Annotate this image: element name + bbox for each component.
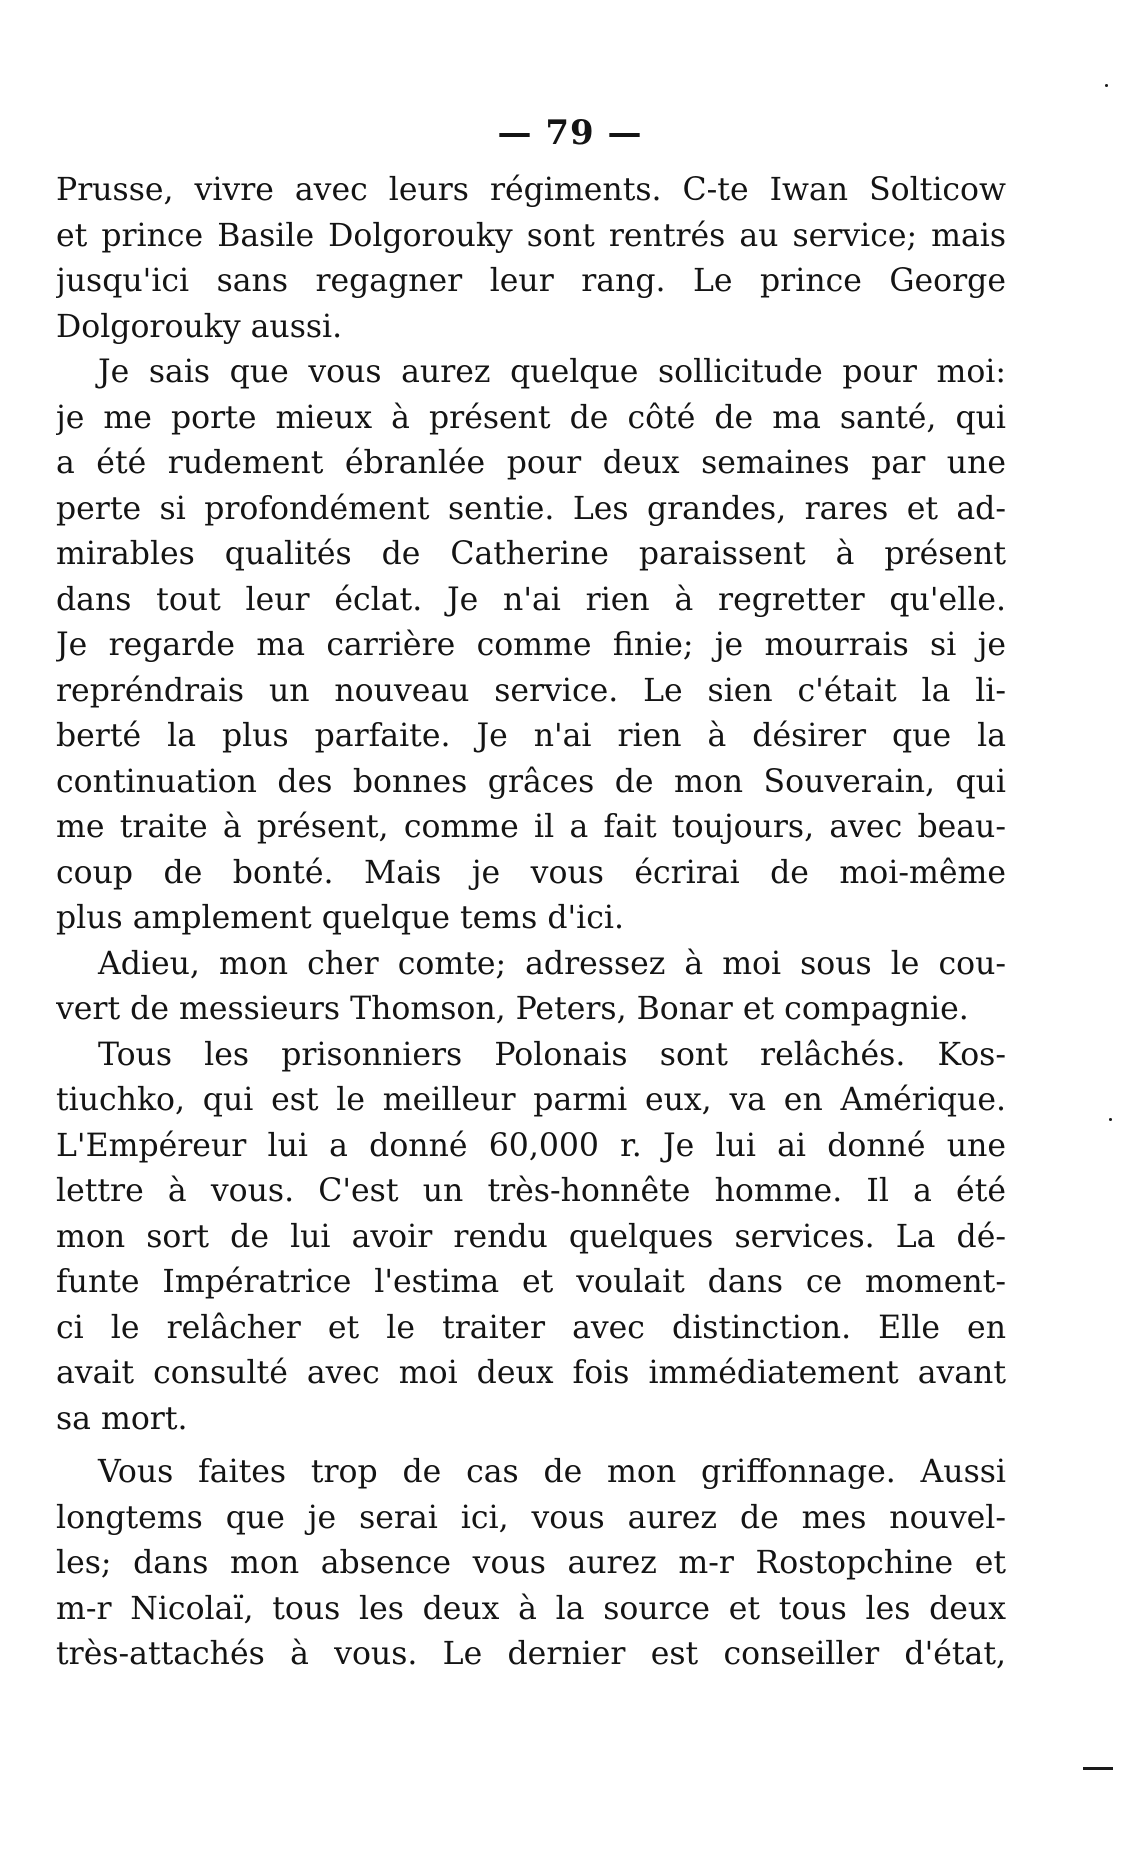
text-line: perte si profondément sentie. Les grandes, rares et ad- [56,490,1006,527]
text-line: Je sais que vous aurez quelque sollicitude pour moi: [98,354,1006,390]
text-line: me traite à présent, comme il a fait toujours, avec beau- [56,809,1006,845]
text-line: Vous faites trop de cas de mon griffonnage. Aussi [98,1454,1006,1490]
text-line: repréndrais un nouveau service. Le sien c'était la li- [56,672,1006,709]
text-line: funte Impératrice l'estima et voulait dans ce moment- [56,1264,1006,1300]
margin-dot [1105,84,1108,87]
text-line: je me porte mieux à présent de côté de ma santé, qui [56,399,1006,436]
text-line: plus amplement quelque tems d'ici. [56,900,624,936]
text-line: tiuchko, qui est le meilleur parmi eux, va en Amérique. [56,1082,1006,1118]
text-line: mirables qualités de Catherine paraissent à présent [56,536,1006,572]
text-line: L'Empéreur lui a donné 60,000 r. Je lui ai donné une [56,1127,1006,1164]
text-line: jusqu'ici sans regagner leur rang. Le prince George [56,263,1006,299]
text-line: a été rudement ébranlée pour deux semaines par une [56,445,1006,481]
text-line: longtems que je serai ici, vous aurez de mes nouvel- [56,1499,1006,1536]
text-line: avait consulté avec moi deux fois immédiatement avant [56,1355,1006,1391]
text-line: Adieu, mon cher comte; adressez à moi sous le cou- [98,945,1006,982]
margin-dash [1083,1767,1113,1770]
text-line: Tous les prisonniers Polonais sont relâchés. Kos- [98,1036,1006,1073]
paragraph-gap [56,1442,1006,1450]
text-line: Dolgorouky aussi. [56,308,343,345]
text-line: ci le relâcher et le traiter avec distinction. Elle en [56,1309,1006,1346]
text-line: les; dans mon absence vous aurez m-r Rostopchine et [56,1545,1006,1581]
text-line: Prusse, vivre avec leurs régiments. C-te Iwan Solticow [56,172,1006,208]
text-line: très-attachés à vous. Le dernier est conseiller d'état, [56,1636,1006,1672]
page-number: — 79 — [497,113,643,153]
text-line: sa mort. [56,1400,188,1437]
text-line: Je regarde ma carrière comme finie; je mourrais si je [56,627,1006,663]
text-line: et prince Basile Dolgorouky sont rentrés au service; mais [56,217,1006,254]
text-line: vert de messieurs Thomson, Peters, Bonar et compagnie. [56,991,969,1027]
text-line: dans tout leur éclat. Je n'ai rien à regretter qu'elle. [56,581,1006,618]
text-line: continuation des bonnes grâces de mon Souverain, qui [56,763,1006,800]
text-line: lettre à vous. C'est un très-honnête homme. Il a été [56,1173,1006,1209]
text-line: m-r Nicolaï, tous les deux à la source et tous les deux [56,1590,1006,1627]
text-line: berté la plus parfaite. Je n'ai rien à désirer que la [56,718,1006,754]
body-text [56,168,1006,1678]
margin-dot [1109,1118,1112,1121]
text-line: coup de bonté. Mais je vous écrirai de moi-même [56,854,1006,891]
text-line: mon sort de lui avoir rendu quelques services. La dé- [56,1218,1006,1255]
